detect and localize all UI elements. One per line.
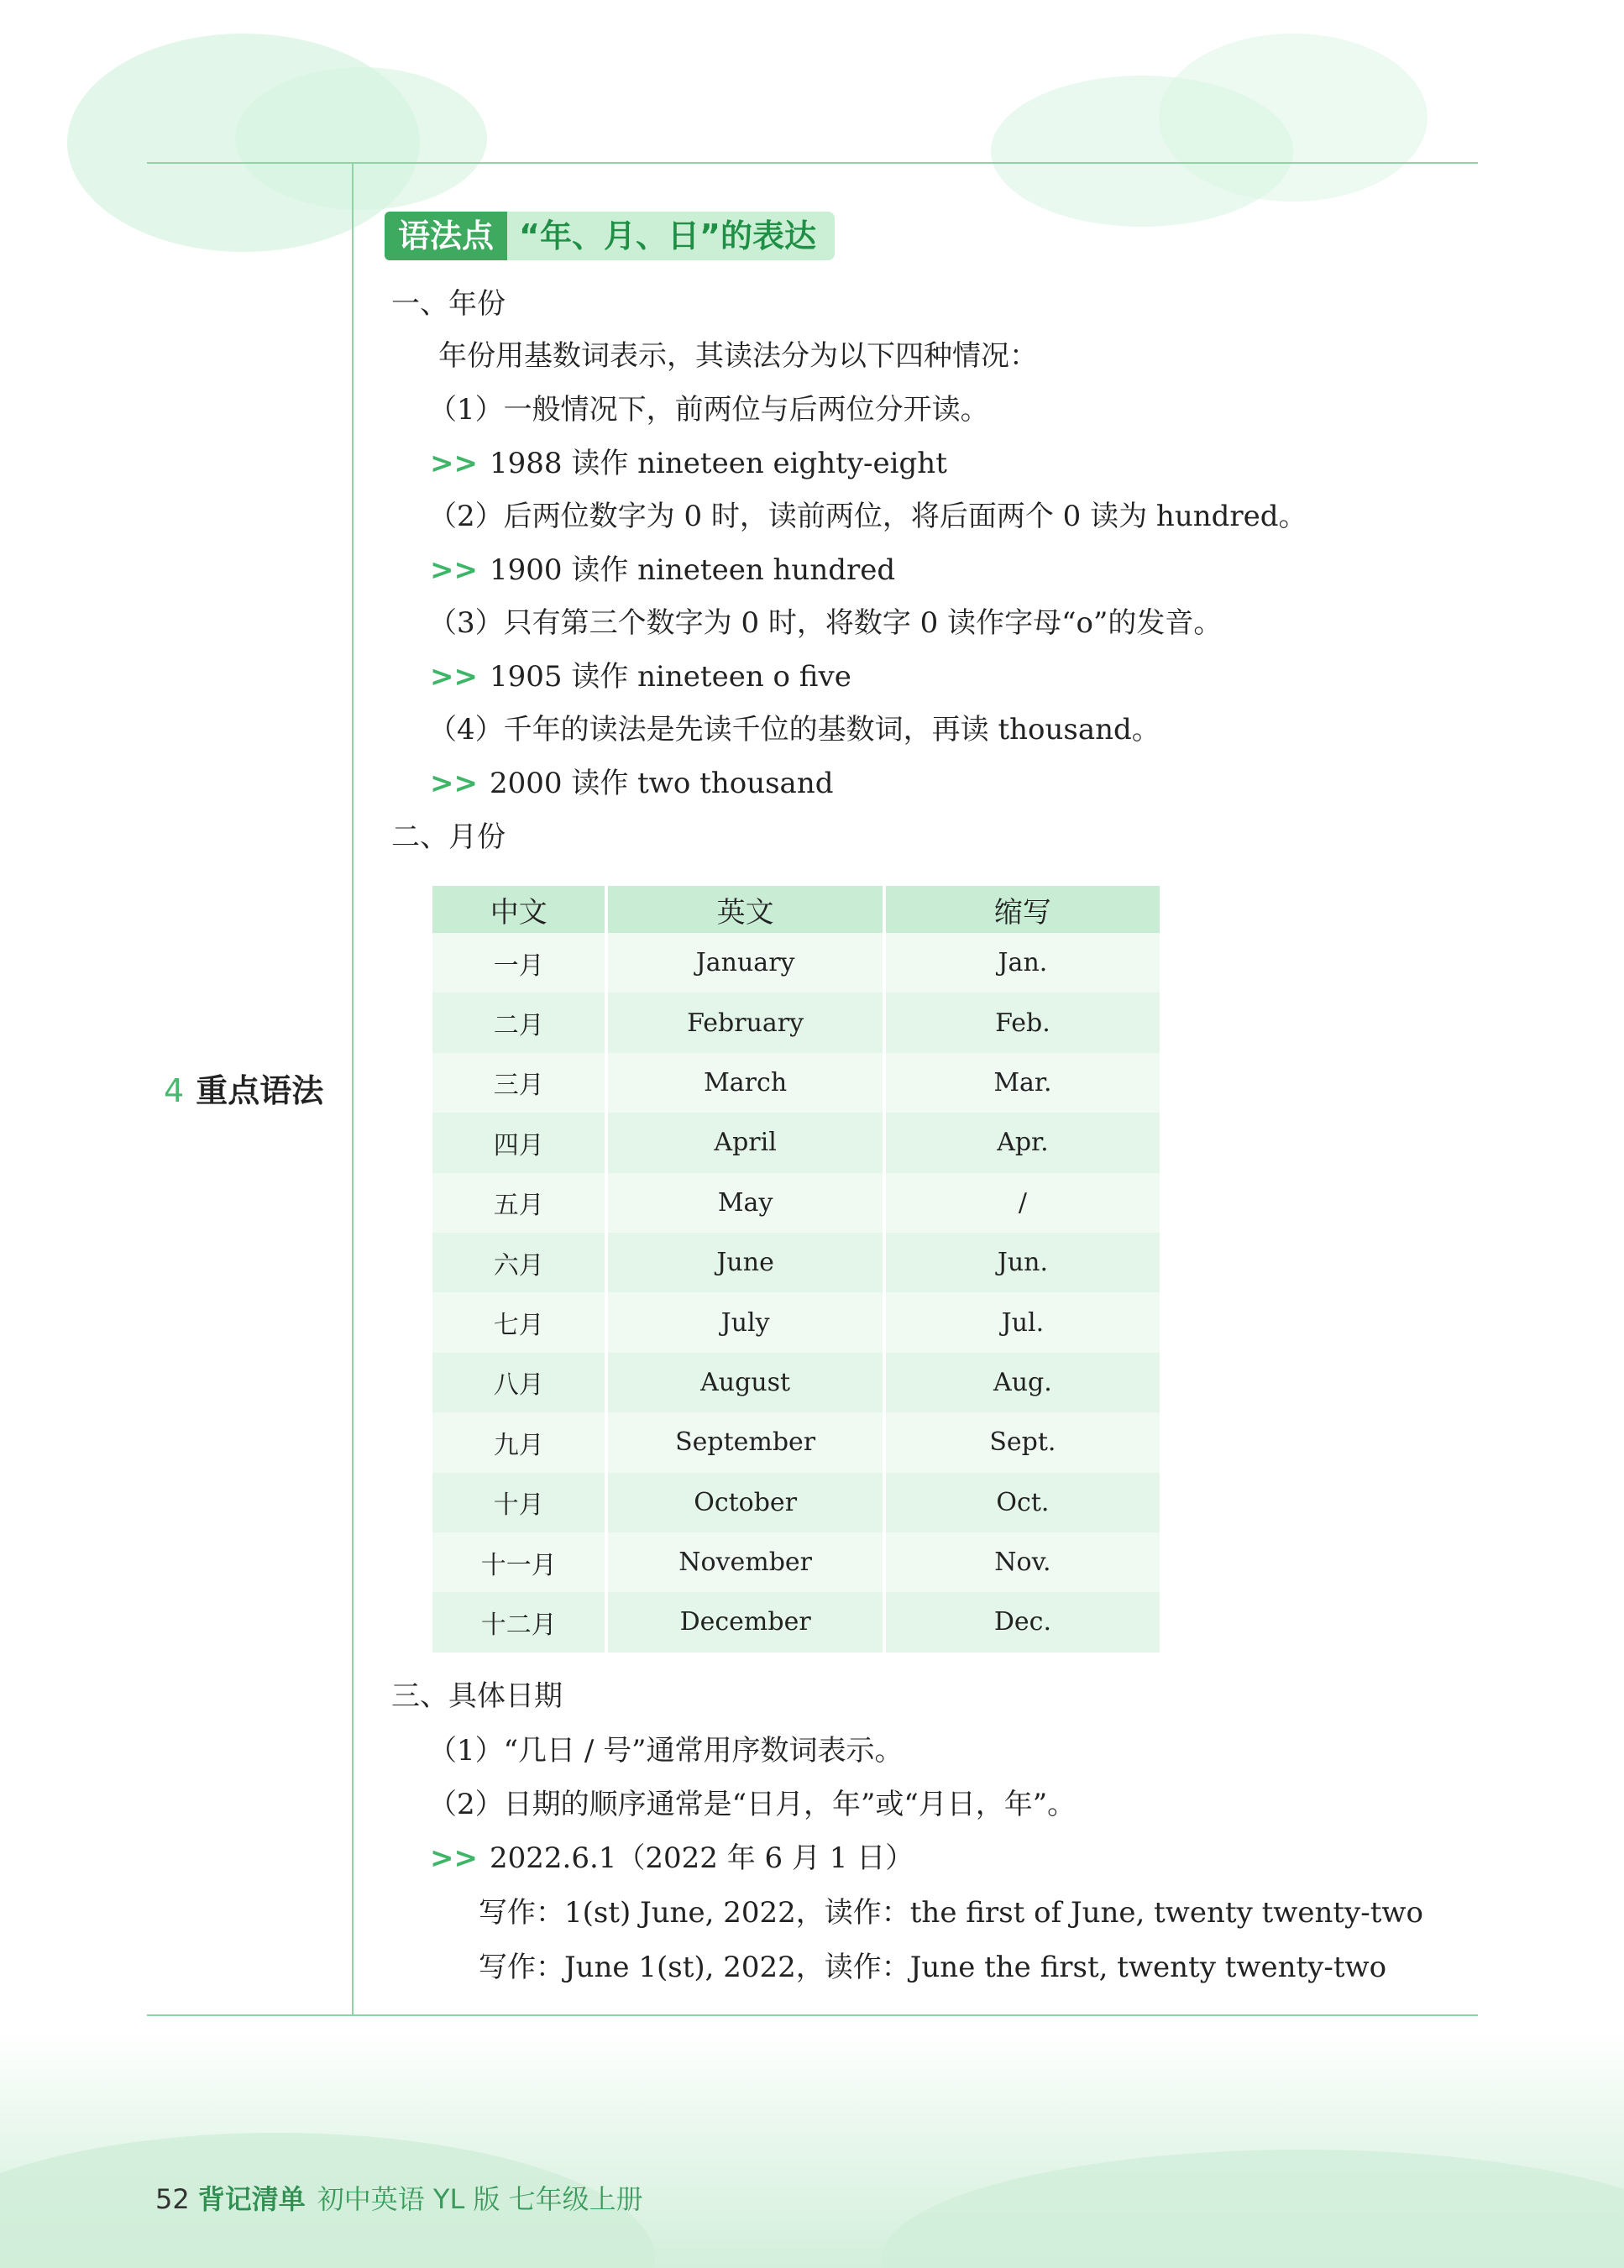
cell-chinese: 十一月 — [432, 1532, 608, 1592]
column-header-chinese: 中文 — [432, 886, 608, 933]
cell-english: December — [608, 1592, 885, 1652]
cell-abbr: Apr. — [886, 1113, 1160, 1172]
cell-english: November — [608, 1532, 885, 1592]
date-rule-2: （2）日期的顺序通常是“日月，年”或“月日，年”。 — [428, 1788, 1077, 1821]
year-rule-2: （2）后两位数字为 0 时，读前两位，将后面两个 0 读为 hundred。 — [428, 500, 1307, 533]
cell-abbr: Nov. — [886, 1532, 1160, 1592]
table-row — [432, 1473, 1160, 1532]
date-write-1: 写作：1(st) June, 2022，读作：the first of June, twenty twenty-two — [479, 1896, 1423, 1930]
table-row — [432, 1532, 1160, 1592]
double-chevron-icon: >> — [430, 553, 478, 587]
date-example — [430, 1840, 914, 1877]
cell-english: January — [608, 933, 885, 993]
cell-chinese: 一月 — [432, 933, 608, 993]
year-intro: 年份用基数词表示，其读法分为以下四种情况： — [438, 339, 1038, 373]
cell-chinese: 五月 — [432, 1173, 608, 1233]
table-row — [432, 1053, 1160, 1113]
cell-abbr: Jun. — [886, 1233, 1160, 1292]
year-heading: 一、年份 — [391, 287, 506, 321]
column-header-english: 英文 — [608, 886, 885, 933]
year-example-1 — [430, 445, 947, 482]
double-chevron-icon: >> — [430, 1841, 478, 1875]
double-chevron-icon: >> — [430, 447, 478, 480]
example-text: 2022.6.1（2022 年 6 月 1 日） — [489, 1841, 914, 1875]
date-heading: 三、具体日期 — [391, 1679, 563, 1713]
grammar-point-badge: 语法点 — [385, 212, 507, 260]
cell-english: February — [608, 993, 885, 1052]
table-header-row — [432, 886, 1160, 933]
cell-abbr: Sept. — [886, 1412, 1160, 1472]
bottom-rule — [147, 2014, 1478, 2016]
date-rule-1: （1）“几日 / 号”通常用序数词表示。 — [428, 1734, 904, 1768]
example-text: 1900 读作 nineteen hundred — [489, 553, 896, 587]
cell-abbr: Aug. — [886, 1353, 1160, 1412]
cell-english: March — [608, 1053, 885, 1113]
section-title: 重点语法 — [196, 1072, 324, 1109]
cell-chinese: 四月 — [432, 1113, 608, 1172]
column-divider — [352, 162, 354, 2016]
cell-abbr: Mar. — [886, 1053, 1160, 1113]
page-number: 52 — [155, 2183, 190, 2215]
table-row — [432, 1292, 1160, 1352]
double-chevron-icon: >> — [430, 767, 478, 800]
cell-chinese: 九月 — [432, 1412, 608, 1472]
cell-english: September — [608, 1412, 885, 1472]
example-text: 1988 读作 nineteen eighty-eight — [489, 447, 947, 480]
table-row — [432, 1592, 1160, 1652]
column-header-abbr: 缩写 — [886, 886, 1160, 933]
cell-abbr: Jan. — [886, 933, 1160, 993]
section-number: 4 — [164, 1072, 185, 1109]
cell-chinese: 八月 — [432, 1353, 608, 1412]
grammar-point-title: “年、月、日”的表达 — [507, 212, 835, 260]
date-write-2: 写作：June 1(st), 2022，读作：June the first, twenty twenty-two — [479, 1951, 1387, 1984]
cell-chinese: 六月 — [432, 1233, 608, 1292]
example-text: 2000 读作 two thousand — [489, 767, 834, 800]
table-row — [432, 933, 1160, 993]
series-brand: 背记清单 — [197, 2183, 306, 2215]
cell-chinese: 十月 — [432, 1473, 608, 1532]
cell-english: July — [608, 1292, 885, 1352]
table-row — [432, 1233, 1160, 1292]
double-chevron-icon: >> — [430, 660, 478, 694]
background-cloud — [235, 67, 487, 210]
section-label — [164, 1065, 323, 1111]
year-example-4 — [430, 765, 833, 802]
table-row — [432, 1113, 1160, 1172]
table-row — [432, 993, 1160, 1052]
cell-chinese: 七月 — [432, 1292, 608, 1352]
cell-english: May — [608, 1173, 885, 1233]
cell-english: April — [608, 1113, 885, 1172]
month-table — [432, 886, 1160, 1653]
year-rule-3: （3）只有第三个数字为 0 时，将数字 0 读作字母“o”的发音。 — [428, 606, 1223, 640]
example-text: 1905 读作 nineteen o five — [489, 660, 851, 694]
cell-abbr: Oct. — [886, 1473, 1160, 1532]
cell-chinese: 十二月 — [432, 1592, 608, 1652]
cell-chinese: 二月 — [432, 993, 608, 1052]
cell-english: October — [608, 1473, 885, 1532]
year-rule-1: （1）一般情况下，前两位与后两位分开读。 — [428, 393, 989, 427]
month-heading: 二、月份 — [391, 820, 506, 854]
page-footer — [155, 2178, 643, 2217]
background-cloud — [1159, 34, 1428, 202]
year-rule-4: （4）千年的读法是先读千位的基数词，再读 thousand。 — [428, 713, 1160, 746]
cell-chinese: 三月 — [432, 1053, 608, 1113]
table-row — [432, 1353, 1160, 1412]
year-example-3 — [430, 658, 851, 695]
cell-abbr: / — [886, 1173, 1160, 1233]
cell-abbr: Jul. — [886, 1292, 1160, 1352]
year-example-2 — [430, 552, 895, 589]
book-title: 初中英语 YL 版 七年级上册 — [317, 2183, 643, 2215]
table-row — [432, 1412, 1160, 1472]
cell-english: August — [608, 1353, 885, 1412]
cell-abbr: Dec. — [886, 1592, 1160, 1652]
cell-abbr: Feb. — [886, 993, 1160, 1052]
top-rule — [147, 162, 1478, 164]
table-row — [432, 1173, 1160, 1233]
cell-english: June — [608, 1233, 885, 1292]
grammar-point-header — [385, 212, 835, 260]
